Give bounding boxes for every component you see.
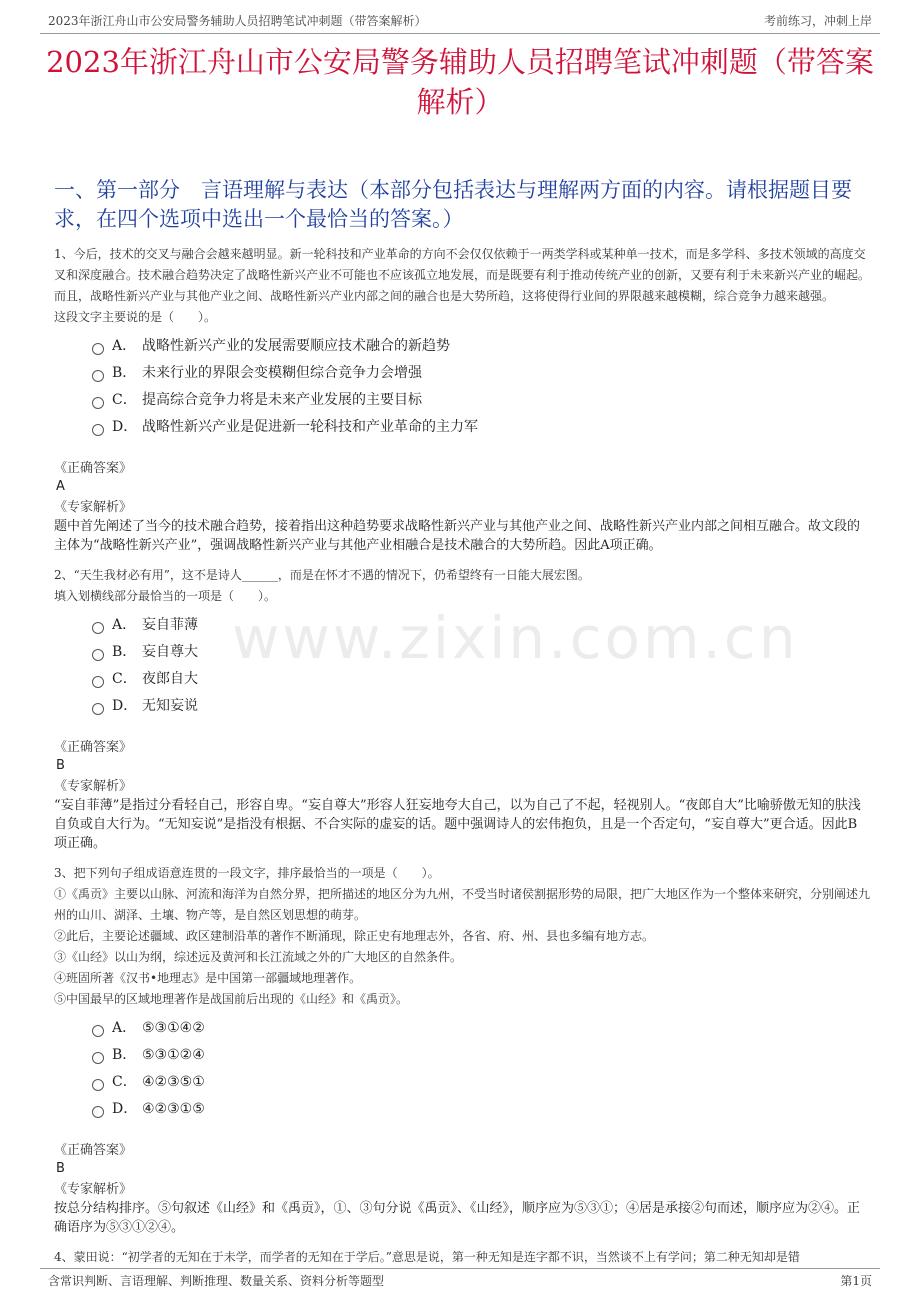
sentence-4: ④班固所著《汉书•地理志》是中国第一部疆域地理著作。 <box>54 971 362 985</box>
question-stem: 3、把下列句子组成语意连贯的一段文字，排序最恰当的一项是（ ）。 <box>54 866 440 880</box>
option-letter: A． <box>112 1020 137 1036</box>
option-text: ④②③⑤① <box>142 1074 205 1090</box>
question-prompt: 填入划横线部分最恰当的一项是（ ）。 <box>54 589 277 603</box>
option-d[interactable] <box>92 693 870 720</box>
question-3 <box>54 863 870 1237</box>
radio-icon[interactable] <box>92 676 104 688</box>
option-letter: B． <box>112 365 137 381</box>
radio-icon[interactable] <box>92 1079 104 1091</box>
question-prompt: 这段文字主要说的是（ ）。 <box>54 310 217 324</box>
option-list <box>92 1015 870 1123</box>
page-footer <box>40 1272 880 1292</box>
option-list <box>92 333 870 441</box>
option-c[interactable] <box>92 666 870 693</box>
page-number: 第1页 <box>840 1274 872 1288</box>
option-text: 提高综合竞争力将是未来产业发展的主要目标 <box>142 392 422 408</box>
question-stem: 1、今后，技术的交叉与融合会越来越明显。新一轮科技和产业革命的方向不会仅仅依赖于一两类学科或某种单一技术，而是多学科、多技术领域的高度交叉和深度融合。技术融合趋势决定了战略性新兴产业不可能也不应该孤立地发展，而是既要有利于推动传统产业的创新，又要有利于未来新兴产业的崛起。而且，战略性新兴产业与其他产业之间、战略性新兴产业内部之间的融合也是大势所趋，这将使得行业间的界限越来越模糊，综合竞争力越来越强。 <box>54 247 871 303</box>
option-letter: A． <box>112 617 137 633</box>
option-text: 未来行业的界限会变模糊但综合竞争力会增强 <box>142 365 422 381</box>
option-letter: D． <box>112 698 138 714</box>
option-list <box>92 612 870 720</box>
radio-icon[interactable] <box>92 397 104 409</box>
header-divider <box>40 33 880 34</box>
question-list <box>54 244 870 1268</box>
header-slogan: 考前练习，冲刺上岸 <box>763 14 872 28</box>
watermark: www.zixin.com.cn <box>232 604 799 672</box>
footer-description: 含常识判断、言语理解、判断推理、数量关系、资料分析等题型 <box>48 1274 385 1288</box>
footer-divider <box>40 1268 880 1269</box>
answer-value: B <box>56 758 65 773</box>
option-text: 无知妄说 <box>142 698 198 714</box>
option-letter: D． <box>112 419 138 435</box>
option-a[interactable] <box>92 612 870 639</box>
option-a[interactable] <box>92 333 870 360</box>
radio-icon[interactable] <box>92 1106 104 1118</box>
option-letter: A． <box>112 338 137 354</box>
section-heading: 一、第一部分 言语理解与表达（本部分包括表达与理解两方面的内容。请根据题目要求，在四个选项中选出一个最恰当的答案。） <box>54 178 852 231</box>
option-text: 妄自菲薄 <box>142 617 198 633</box>
option-b[interactable] <box>92 1042 870 1069</box>
option-c[interactable] <box>92 387 870 414</box>
radio-icon[interactable] <box>92 622 104 634</box>
option-letter: C． <box>112 392 137 408</box>
option-text: 战略性新兴产业是促进新一轮科技和产业革命的主力军 <box>142 419 478 435</box>
option-text: 战略性新兴产业的发展需要顺应技术融合的新趋势 <box>142 338 450 354</box>
question-stem: 2、“天生我材必有用”，这不是诗人______，而是在怀才不遇的情况下，仍希望终有一日能大展宏图。 <box>54 568 590 582</box>
radio-icon[interactable] <box>92 424 104 436</box>
radio-icon[interactable] <box>92 1052 104 1064</box>
explanation: 题中首先阐述了当今的技术融合趋势，接着指出这种趋势要求战略性新兴产业与其他产业之间、战略性新兴产业内部之间相互融合。故文段的主体为“战略性新兴产业”，强调战略性新兴产业与其他产业相融合是技术融合的大势所趋。因此A项正确。 <box>54 519 861 553</box>
radio-icon[interactable] <box>92 649 104 661</box>
explanation: “妄自菲薄”是指过分看轻自己，形容自卑。“妄自尊大”形容人狂妄地夸大自己，以为自己了不起，轻视别人。“夜郎自大”比喻骄傲无知的肤浅自负或自大行为。“无知妄说”是指没有根据、不合实际的虚妄的话。题中强调诗人的宏伟抱负，且是一个否定句，“妄自尊大”更合适。因此B项正确。 <box>54 798 861 851</box>
sentence-3: ③《山经》以山为纲，综述远及黄河和长江流域之外的广大地区的自然条件。 <box>54 950 463 964</box>
explanation: 按总分结构排序。⑤句叙述《山经》和《禹贡》，①、③句分说《禹贡》、《山经》，顺序应为⑤③①；④居是承接②句而述，顺序应为②④。正确语序为⑤③①②④。 <box>54 1201 861 1235</box>
expert-label: 《专家解析》 <box>54 779 133 794</box>
option-b[interactable] <box>92 639 870 666</box>
question-stem: 4、蒙田说：“初学者的无知在于未学，而学者的无知在于学后。”意思是说，第一种无知是连字都不识，当然谈不上有学问；第二种无知却是错 <box>54 1250 800 1264</box>
option-c[interactable] <box>92 1069 870 1096</box>
header-doc-title: 2023年浙江舟山市公安局警务辅助人员招聘笔试冲刺题（带答案解析） <box>48 14 427 28</box>
option-letter: B． <box>112 1047 137 1063</box>
option-letter: B． <box>112 644 137 660</box>
option-text: 妄自尊大 <box>142 644 198 660</box>
option-text: ⑤③①④② <box>142 1020 205 1036</box>
radio-icon[interactable] <box>92 343 104 355</box>
answer-label: 《正确答案》 <box>54 461 133 476</box>
option-d[interactable] <box>92 414 870 441</box>
option-d[interactable] <box>92 1096 870 1123</box>
expert-label: 《专家解析》 <box>54 500 133 515</box>
answer-label: 《正确答案》 <box>54 740 133 755</box>
option-text: ⑤③①②④ <box>142 1047 205 1063</box>
page-header <box>40 12 880 32</box>
option-b[interactable] <box>92 360 870 387</box>
answer-label: 《正确答案》 <box>54 1143 133 1158</box>
question-4 <box>54 1247 870 1268</box>
option-text: ④②③①⑤ <box>142 1101 205 1117</box>
answer-value: B <box>56 1161 65 1176</box>
question-2 <box>54 565 870 853</box>
answer-value: A <box>56 479 65 494</box>
sentence-2: ②此后，主要论述疆域、政区建制沿革的著作不断涌现，除正史有地理志外，各省、府、州、县也多编有地方志。 <box>54 929 655 943</box>
sentence-1: ①《禹贡》主要以山脉、河流和海洋为自然分界，把所描述的地区分为九州，不受当时诸侯割据形势的局限，把广大地区作为一个整体来研究，分别阐述九州的山川、湖泽、土壤、物产等，是自然区划思想的萌芽。 <box>54 887 871 922</box>
document-title: 2023年浙江舟山市公安局警务辅助人员招聘笔试冲刺题（带答案解析） <box>46 45 874 119</box>
expert-label: 《专家解析》 <box>54 1182 133 1197</box>
sentence-5: ⑤中国最早的区域地理著作是战国前后出现的《山经》和《禹贡》。 <box>54 992 409 1006</box>
option-text: 夜郎自大 <box>142 671 198 687</box>
option-a[interactable] <box>92 1015 870 1042</box>
radio-icon[interactable] <box>92 703 104 715</box>
question-1 <box>54 244 870 555</box>
option-letter: D． <box>112 1101 138 1117</box>
radio-icon[interactable] <box>92 1025 104 1037</box>
option-letter: C． <box>112 1074 137 1090</box>
radio-icon[interactable] <box>92 370 104 382</box>
option-letter: C． <box>112 671 137 687</box>
